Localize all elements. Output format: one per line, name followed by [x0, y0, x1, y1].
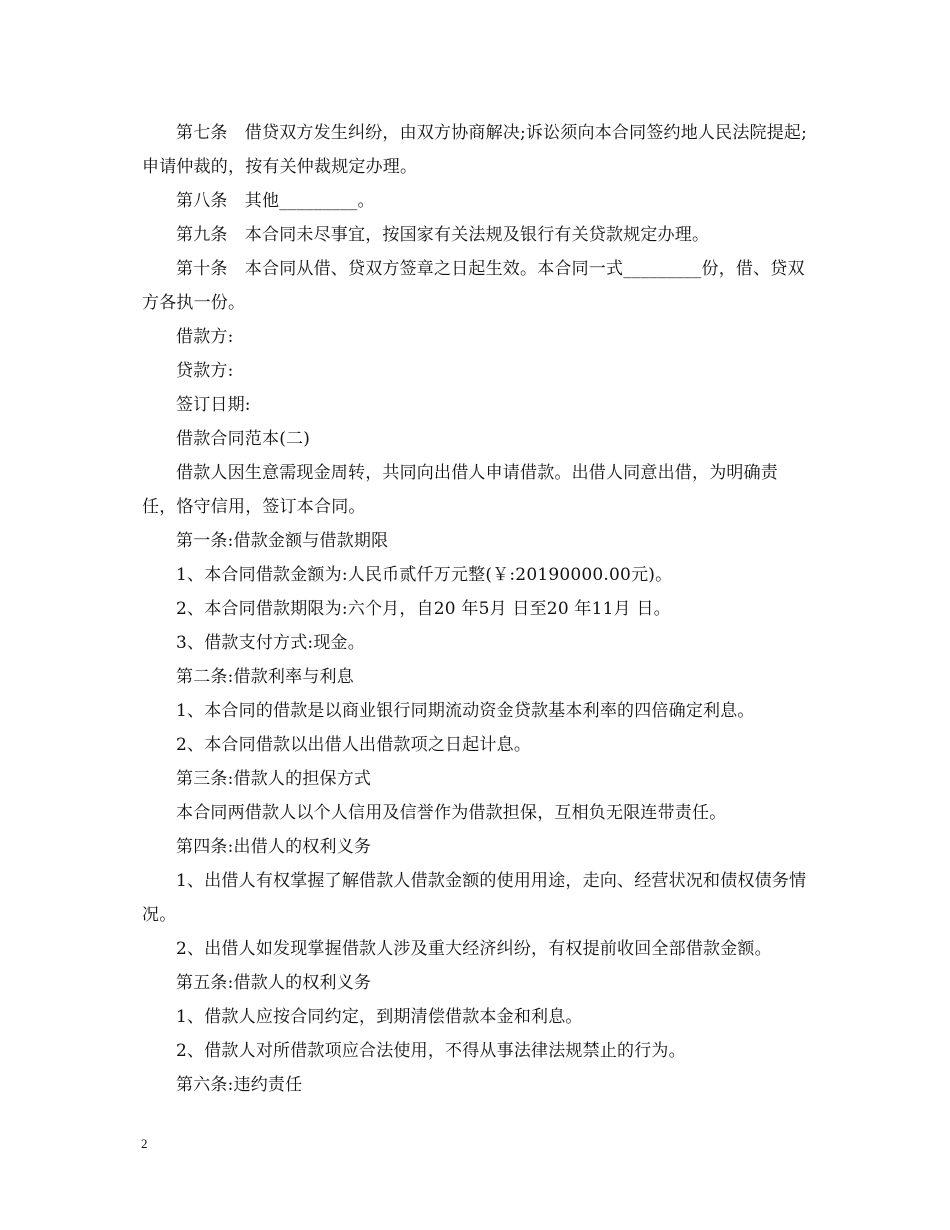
article-5-item-1: 1、借款人应按合同约定，到期清偿借款本金和利息。 [176, 1007, 583, 1027]
article-1-item-3: 3、借款支付方式:现金。 [176, 633, 365, 653]
paragraph-article-9: 第九条 本合同未尽事宜，按国家有关法规及银行有关贷款规定办理。 [176, 225, 710, 245]
article-5-item-2: 2、借款人对所借款项应合法使用，不得从事法律法规禁止的行为。 [176, 1041, 686, 1061]
borrower-signature-line: 借款方: [176, 327, 234, 347]
article-4-item-2: 2、出借人如发现掌握借款人涉及重大经济纠纷，有权提前收回全部借款金额。 [176, 939, 772, 959]
article-2-item-1: 1、本合同的借款是以商业银行同期流动资金贷款基本利率的四倍确定利息。 [176, 701, 755, 721]
article-1-item-2: 2、本合同借款期限为:六个月，自20 年5月 日至20 年11月 日。 [176, 599, 671, 619]
article-3-body: 本合同两借款人以个人信用及信誉作为借款担保，互相负无限连带责任。 [176, 803, 727, 823]
article-6-heading: 第六条:违约责任 [176, 1075, 303, 1095]
paragraph-article-7: 第七条 借贷双方发生纠纷，由双方协商解决;诉讼须向本合同签约地人民法院提起;申请仲裁的，按有关仲裁规定办理。 [142, 123, 808, 177]
paragraph-article-10: 第十条 本合同从借、贷双方签章之日起生效。本合同一式_________份，借、贷双方各执一份。 [142, 259, 805, 313]
page-number: 2 [141, 1136, 148, 1151]
intro-paragraph: 借款人因生意需现金周转，共同向出借人申请借款。出借人同意出借，为明确责任，恪守信用，签订本合同。 [142, 463, 778, 517]
article-2-item-2: 2、本合同借款以出借人出借款项之日起计息。 [176, 735, 532, 755]
article-4-item-1: 1、出借人有权掌握了解借款人借款金额的使用用途，走向、经营状况和债权债务情况。 [142, 871, 807, 925]
paragraph-article-8: 第八条 其他_________。 [176, 191, 375, 211]
article-4-heading: 第四条:出借人的权利义务 [176, 837, 372, 857]
section-heading: 借款合同范本(二) [176, 429, 311, 449]
document-body [142, 116, 812, 1102]
article-1-item-1: 1、本合同借款金额为:人民币贰仟万元整(￥:20190000.00元)。 [176, 565, 673, 585]
article-5-heading: 第五条:借款人的权利义务 [176, 973, 372, 993]
article-1-heading: 第一条:借款金额与借款期限 [176, 531, 389, 551]
article-2-heading: 第二条:借款利率与利息 [176, 667, 354, 687]
signing-date-line: 签订日期: [176, 395, 251, 415]
article-3-heading: 第三条:借款人的担保方式 [176, 769, 372, 789]
lender-signature-line: 贷款方: [176, 361, 234, 381]
